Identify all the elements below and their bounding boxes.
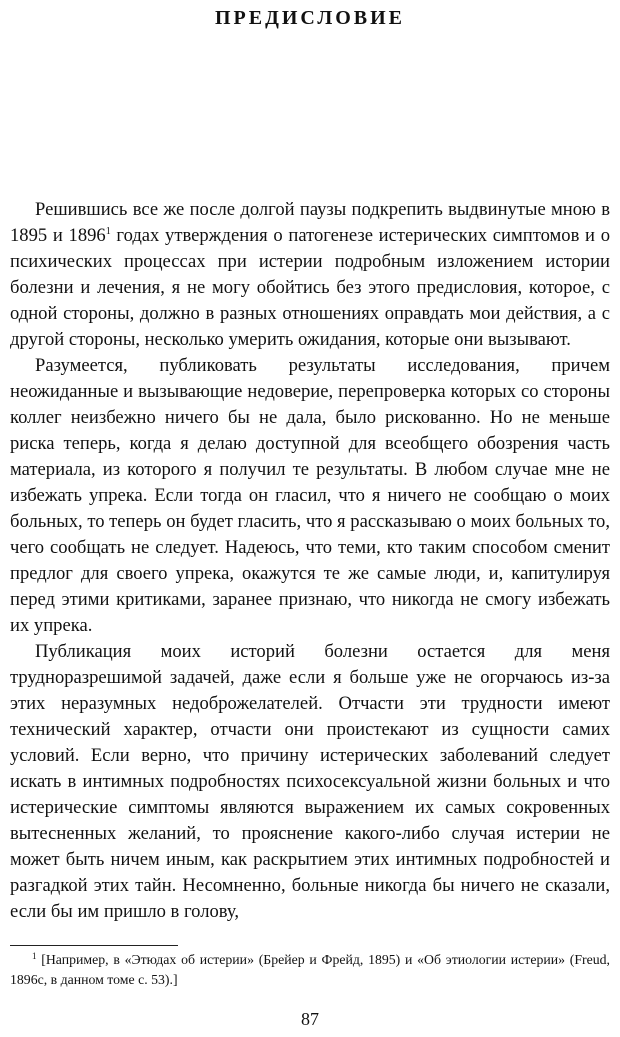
footnote-reference: 1	[105, 226, 111, 237]
paragraph-2: Разумеется, публиковать результаты исследования, причем неожиданные и вызывающие недоверие, перепроверка которых со стороны коллег неизбежно ничего бы не дала, было рискованно. Но не меньше риска теперь, когда я делаю доступной для всеобщего обозрения часть материала, из которого я получил те результаты. В любом случае мне не избежать упрека. Если тогда он гласил, что я ничего не сообщаю о моих больных, то теперь он будет гласить, что я рассказываю о моих больных то, чего сообщать не следует. Надеюсь, что теми, кто таким способом сменит предлог для своего упрека, окажутся те же самые люди, и, капитулируя перед этими критиками, заранее признаю, что никогда не смогу избежать их упрека.	[10, 355, 610, 636]
footnote-mark: 1	[32, 951, 37, 961]
paragraph-1-text-continued: годах утверждения о патогенезе истерических симптомов и о психических процессах при истерии подробным изложением истории болезни и лечения, я не могу обойтись без этого предисловия, которое, с одной стороны, должно в разных отношениях оправдать мои действия, а с другой стороны, несколько умерить ожидания, которые они вызывают.	[10, 225, 610, 350]
paragraph-1	[10, 197, 610, 353]
page-number: 87	[301, 1009, 319, 1029]
paragraph-3: Публикация моих историй болезни остается для меня трудноразрешимой задачей, даже если я больше уже не огорчаюсь из-за этих неразумных недоброжелателей. Отчасти эти трудности имеют технический характер, отчасти они проистекают из сущности самих условий. Если верно, что причину истерических заболеваний следует искать в интимных подробностях психосексуальной жизни больных и что истерические симптомы являются выражением их самых сокровенных вытесненных желаний, то прояснение какого-либо случая истерии не может быть ничем иным, как раскрытием этих интимных подробностей и разгадкой этих тайн. Несомненно, больные никогда бы ничего не сказали, если бы им пришло в голову,	[10, 641, 610, 922]
footnote	[10, 950, 610, 990]
main-text	[10, 197, 610, 925]
page-title: ПРЕДИСЛОВИЕ	[214, 7, 406, 29]
paragraph-1-text: Решившись все же после долгой паузы подкрепить выдвинутые мною в 1895 и 1896	[10, 199, 610, 246]
footnote-divider	[10, 945, 178, 946]
footnote-text: [Например, в «Этюдах об истерии» (Брейер и Фрейд, 1895) и «Об этиологии истерии» (Freud, 1896с, в данном томе с. 53).]	[10, 952, 610, 987]
